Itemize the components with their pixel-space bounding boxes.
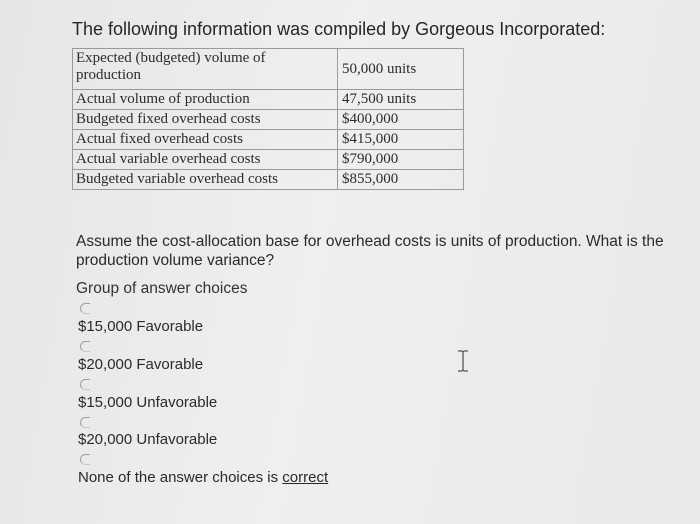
answer-group-label: Group of answer choices [76, 280, 248, 297]
page-title: The following information was compiled by Gorgeous Incorporated: [72, 19, 606, 39]
choice-3-radio[interactable] [80, 379, 90, 390]
table-row [73, 49, 464, 90]
cost-data-table [72, 48, 464, 190]
table-cell-value: $400,000 [338, 110, 464, 130]
table-cell-label: Expected (budgeted) volume of production [73, 49, 338, 90]
table-cell-value: $855,000 [338, 170, 464, 190]
table-cell-label: Budgeted fixed overhead costs [73, 110, 338, 130]
choice-2-radio[interactable] [80, 341, 90, 352]
choice-4-label[interactable]: $20,000 Unfavorable [78, 431, 218, 448]
choice-1-radio[interactable] [80, 303, 90, 314]
choice-1-label[interactable]: $15,000 Favorable [78, 318, 204, 335]
table-cell-label: Actual volume of production [73, 90, 338, 110]
table-row [73, 110, 464, 130]
table-cell-label: Actual fixed overhead costs [73, 130, 338, 150]
choice-5-label-prefix: None of the answer choices is [78, 469, 283, 486]
table-cell-label: Actual variable overhead costs [73, 150, 338, 170]
table-row [73, 150, 464, 170]
table-row [73, 130, 464, 150]
table-cell-value: 47,500 units [338, 90, 464, 110]
choice-3-label[interactable]: $15,000 Unfavorable [78, 394, 218, 411]
table-row [73, 90, 464, 110]
choice-4-radio[interactable] [80, 417, 90, 428]
table-cell-value: $790,000 [338, 150, 464, 170]
table-cell-value: $415,000 [338, 130, 464, 150]
choice-5-radio[interactable] [80, 454, 90, 465]
table-row [73, 170, 464, 190]
choice-5-label[interactable] [78, 469, 328, 486]
table-cell-label: Budgeted variable overhead costs [73, 170, 338, 190]
choice-5-label-underlined: correct [282, 469, 329, 486]
table-cell-value: 50,000 units [338, 49, 464, 90]
question-text: Assume the cost-allocation base for overhead costs is units of production. What is the production volume variance? [76, 233, 664, 269]
text-cursor-icon [456, 350, 470, 372]
choice-2-label[interactable]: $20,000 Favorable [78, 356, 204, 373]
